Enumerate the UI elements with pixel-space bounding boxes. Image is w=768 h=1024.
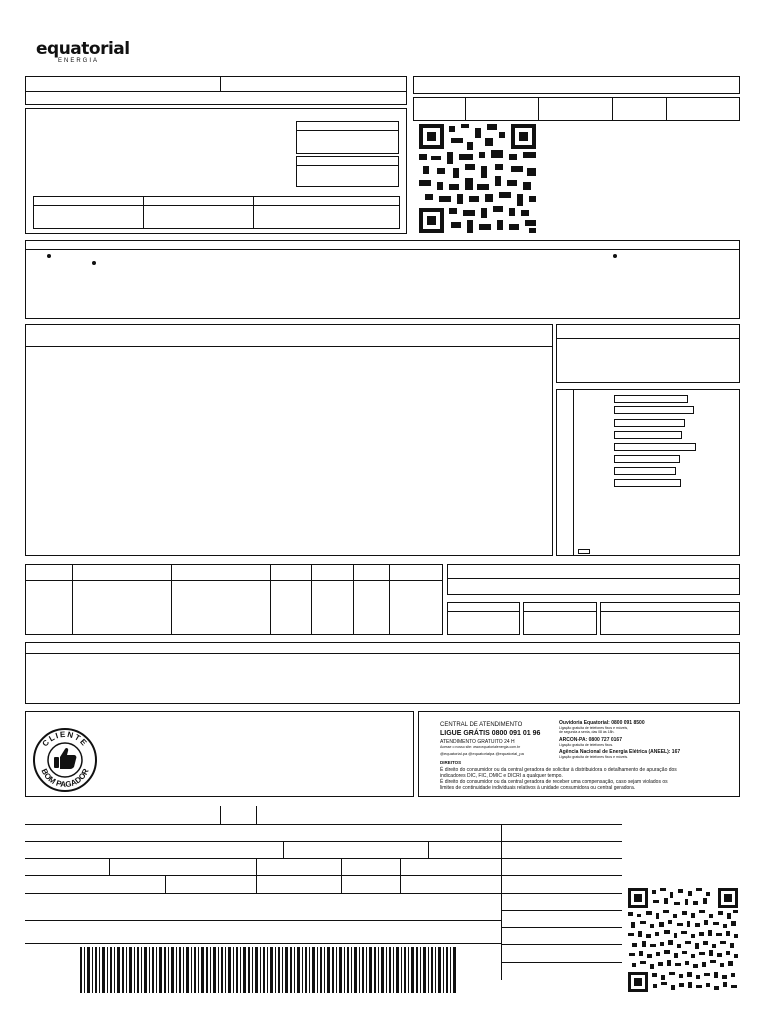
- bullet-icon: [92, 261, 96, 265]
- history-bar: [614, 455, 680, 463]
- history-bar: [614, 395, 688, 403]
- brand-logo-subtitle: ENERGIA: [58, 58, 100, 64]
- service-phone: LIGUE GRÁTIS 0800 091 01 96: [440, 730, 541, 737]
- history-bar: [614, 467, 676, 475]
- bullet-icon: [613, 254, 617, 258]
- ouvidoria-note: de segunda a sexta, das 08 às 18h.: [559, 730, 615, 734]
- ouvidoria-note: Ligação gratuita de telefones fixos e móveis,: [559, 726, 629, 730]
- history-bar: [614, 431, 682, 439]
- history-bar: [614, 479, 681, 487]
- service-hours: ATENDIMENTO GRATUITO 24 H: [440, 739, 515, 745]
- brand-logo: equatorial: [36, 39, 130, 59]
- good-payer-badge: [32, 727, 98, 793]
- ouvidoria-phone: Ouvidoria Equatorial: 0800 091 8500: [559, 720, 645, 726]
- social-handles: @equatorial.pa @equatorialpa @equatorial_pa: [440, 751, 524, 756]
- bullet-icon: [47, 254, 51, 258]
- service-title: CENTRAL DE ATENDIMENTO: [440, 722, 523, 728]
- history-bar: [614, 419, 685, 427]
- history-bar: [578, 549, 590, 554]
- service-site: Acesse o nosso site: www.equatorialenergia.com.br: [440, 745, 521, 749]
- aneel-phone: Agência Nacional de Energia Elétrica (ANEEL): 167: [559, 749, 681, 755]
- aneel-note: Ligação gratuita de telefones fixos e móveis.: [559, 755, 629, 759]
- thumbs-up-icon: [54, 748, 76, 769]
- rights-text: indicadores DIC, FIC, DMIC e DICRI a qualquer tempo.: [440, 773, 563, 779]
- payment-qr-code: [628, 888, 738, 992]
- rights-title: DIREITOS: [440, 760, 462, 765]
- arcon-note: Ligação gratuita de telefones fixos.: [559, 743, 614, 747]
- badge-top-text: CLIENTE: [40, 729, 90, 749]
- rights-text: limites de continuidade individuais relativos à unidade consumidora ou central geradora.: [440, 785, 636, 791]
- badge-bottom-text: BOM PAGADOR: [39, 767, 91, 790]
- pix-qr-code: [419, 124, 536, 233]
- rights-text: É direito do consumidor ou da central geradora de solicitar à distribuidora o detalhamento de apuração dos: [440, 767, 677, 773]
- history-bar: [614, 443, 696, 451]
- arcon-phone: ARCON-PA: 0800 727 0167: [559, 737, 622, 743]
- history-bar: [614, 406, 694, 414]
- rights-text: É direito do consumidor ou da central geradora de receber uma compensação, caso sejam violados os: [440, 779, 668, 785]
- svg-text:CLIENTE: [41, 730, 90, 749]
